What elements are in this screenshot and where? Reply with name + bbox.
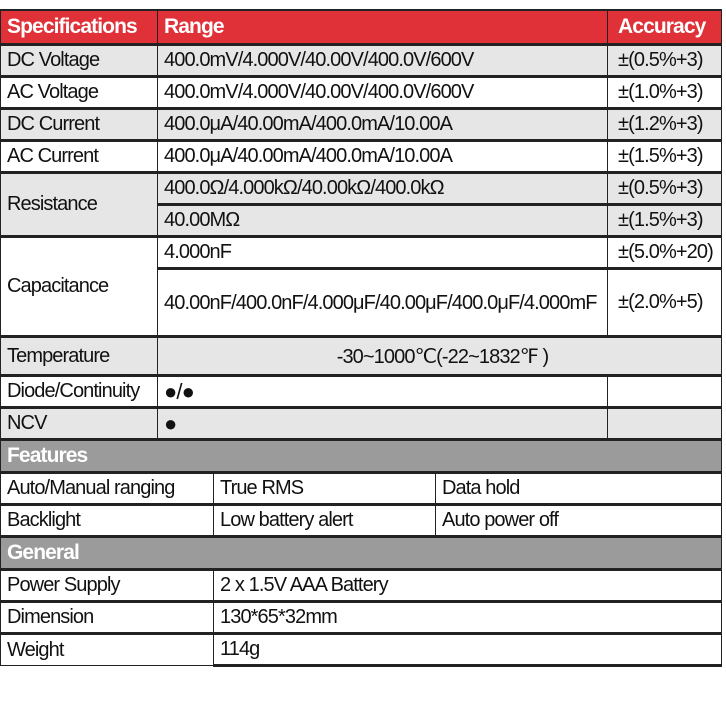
feature-item: True RMS bbox=[214, 473, 436, 505]
feature-item: Backlight bbox=[1, 505, 214, 537]
general-label: Power Supply bbox=[1, 570, 214, 602]
table-row bbox=[1, 141, 722, 173]
spec-label: AC Voltage bbox=[1, 77, 158, 109]
header-range: Range bbox=[158, 10, 608, 45]
general-label: Dimension bbox=[1, 602, 214, 634]
table-row bbox=[1, 473, 722, 505]
accuracy-value: ±(1.0%+3) bbox=[608, 77, 722, 109]
section-title: Features bbox=[1, 440, 722, 473]
accuracy-value: ±(5.0%+20) bbox=[608, 237, 722, 269]
accuracy-value: ±(0.5%+3) bbox=[608, 45, 722, 77]
table-row bbox=[1, 337, 722, 376]
range-value: 400.0Ω/4.000kΩ/40.00kΩ/400.0kΩ bbox=[158, 173, 608, 205]
spec-label: AC Current bbox=[1, 141, 158, 173]
general-label: Weight bbox=[1, 634, 214, 666]
table-row bbox=[1, 634, 722, 666]
range-value: 4.000nF bbox=[158, 237, 608, 269]
spec-label: Temperature bbox=[1, 337, 158, 376]
accuracy-value: ±(0.5%+3) bbox=[608, 173, 722, 205]
section-title: General bbox=[1, 537, 722, 570]
spec-table bbox=[0, 9, 722, 667]
range-value: -30~1000℃(-22~1832℉ ) bbox=[158, 337, 722, 376]
table-header bbox=[1, 10, 722, 45]
table-row bbox=[1, 237, 722, 269]
general-value: 2 x 1.5V AAA Battery bbox=[214, 570, 722, 602]
table-row bbox=[1, 408, 722, 440]
general-heading bbox=[1, 537, 722, 570]
feature-item: Auto/Manual ranging bbox=[1, 473, 214, 505]
spec-label: Capacitance bbox=[1, 237, 158, 337]
range-value: 400.0mV/4.000V/40.00V/400.0V/600V bbox=[158, 45, 608, 77]
table-row bbox=[1, 570, 722, 602]
spec-label: Diode/Continuity bbox=[1, 376, 158, 408]
header-accuracy: Accuracy bbox=[608, 10, 722, 45]
table-row bbox=[1, 45, 722, 77]
general-value: 130*65*32mm bbox=[214, 602, 722, 634]
range-value: 400.0μA/40.00mA/400.0mA/10.00A bbox=[158, 109, 608, 141]
accuracy-value: ±(1.5%+3) bbox=[608, 205, 722, 237]
feature-item: Low battery alert bbox=[214, 505, 436, 537]
spec-label: DC Current bbox=[1, 109, 158, 141]
range-value: ● bbox=[158, 408, 608, 440]
accuracy-value: ±(1.5%+3) bbox=[608, 141, 722, 173]
table-row bbox=[1, 109, 722, 141]
feature-item: Auto power off bbox=[436, 505, 722, 537]
table-row bbox=[1, 173, 722, 205]
range-value: 400.0μA/40.00mA/400.0mA/10.00A bbox=[158, 141, 608, 173]
table-row bbox=[1, 376, 722, 408]
range-value: 40.00nF/400.0nF/4.000μF/40.00μF/400.0μF/4.000mF bbox=[158, 269, 608, 337]
range-value: ●/● bbox=[158, 376, 608, 408]
table-row bbox=[1, 505, 722, 537]
spec-label: DC Voltage bbox=[1, 45, 158, 77]
spec-label: NCV bbox=[1, 408, 158, 440]
table-row bbox=[1, 77, 722, 109]
spec-label: Resistance bbox=[1, 173, 158, 237]
range-value: 400.0mV/4.000V/40.00V/400.0V/600V bbox=[158, 77, 608, 109]
accuracy-value: ±(1.2%+3) bbox=[608, 109, 722, 141]
table-row bbox=[1, 602, 722, 634]
range-value: 40.00MΩ bbox=[158, 205, 608, 237]
feature-item: Data hold bbox=[436, 473, 722, 505]
features-heading bbox=[1, 440, 722, 473]
header-spec: Specifications bbox=[1, 10, 158, 45]
accuracy-value: ±(2.0%+5) bbox=[608, 269, 722, 337]
general-value: 114g bbox=[214, 634, 722, 666]
